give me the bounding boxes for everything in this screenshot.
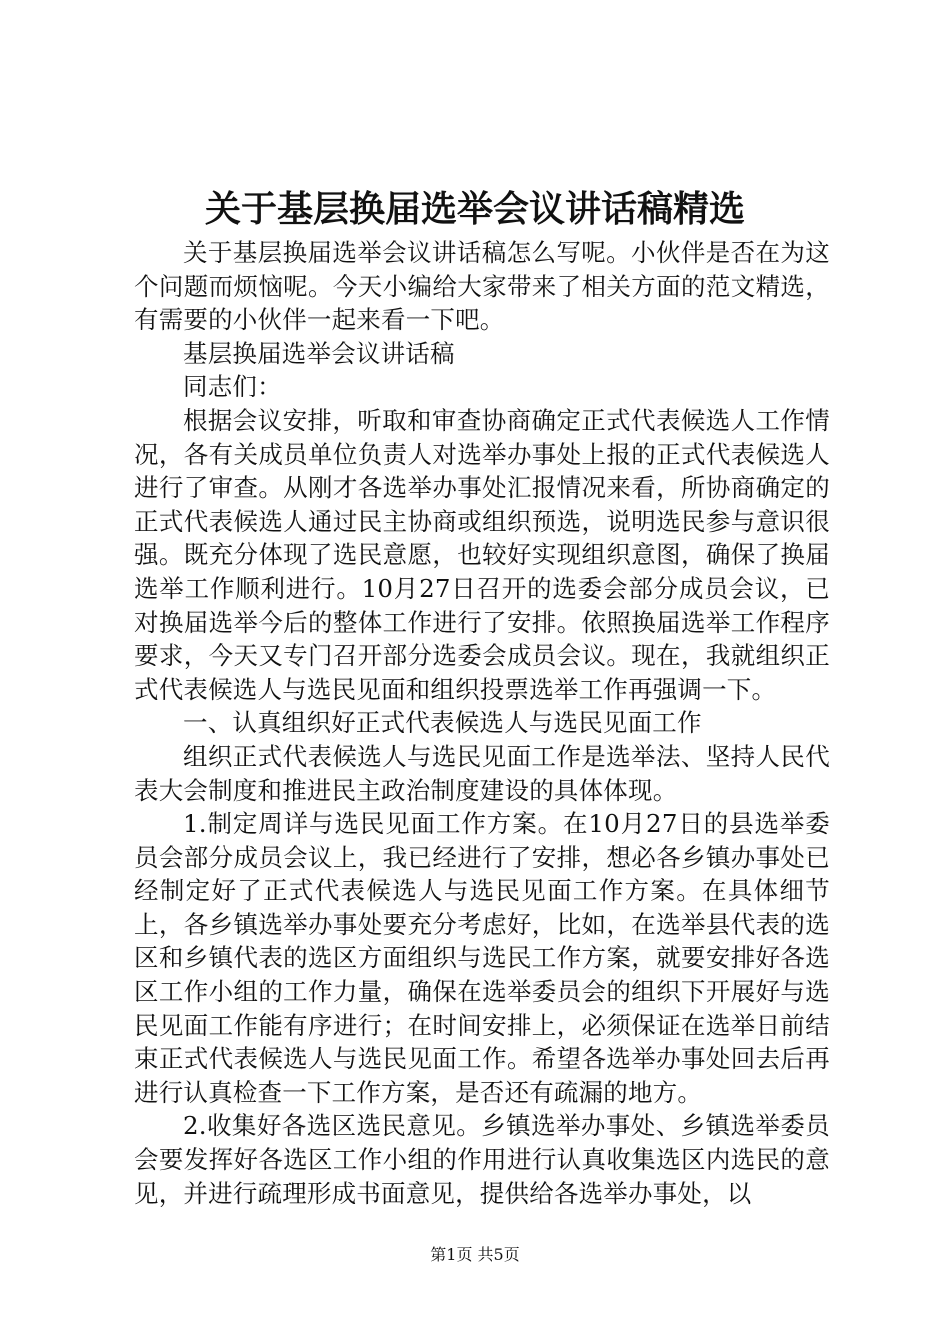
body-paragraph: 1.制定周详与选民见面工作方案。在10月27日的县选举委员会部分成员会议上，我已经进行了安排，想必各乡镇办事处已经制定好了正式代表候选人与选民见面工作方案。在具体细节上，各乡镇选举办事处要充分考虑好，比如，在选举县代表的选区和乡镇代表的选区方面组织与选民工作方案，就要安排好各选区工作小组的工作力量，确保在选举委员会的组织下开展好与选民见面工作能有序进行；在时间安排上，必须保证在选举日前结束正式代表候选人与选民见面工作。希望各选举办事处回去后再进行认真检查一下工作方案，是否还有疏漏的地方。 [134, 809, 830, 1107]
body-paragraph: 组织正式代表候选人与选民见面工作是选举法、坚持人民代表大会制度和推进民主政治制度建设的具体体现。 [134, 741, 830, 805]
page-footer: 第1页 共5页 [430, 1245, 520, 1264]
document-title: 关于基层换届选举会议讲话稿精选 [204, 188, 745, 230]
salutation: 同志们： [183, 372, 282, 402]
intro-paragraph: 关于基层换届选举会议讲话稿怎么写呢。小伙伴是否在为这个问题而烦恼呢。今天小编给大家带来了相关方面的范文精选，有需要的小伙伴一起来看一下吧。 [134, 238, 830, 335]
document-body [134, 236, 830, 1210]
section-heading: 一、认真组织好正式代表候选人与选民见面工作 [183, 708, 702, 738]
speech-heading: 基层换届选举会议讲话稿 [183, 338, 455, 368]
body-paragraph: 根据会议安排，听取和审查协商确定正式代表候选人工作情况，各有关成员单位负责人对选举办事处上报的正式代表候选人进行了审查。从刚才各选举办事处汇报情况来看，所协商确定的正式代表候选人通过民主协商或组织预选，说明选民参与意识很强。既充分体现了选民意愿，也较好实现组织意图，确保了换届选举工作顺利进行。10月27日召开的选委会部分成员会议，已对换届选举今后的整体工作进行了安排。依照换届选举工作程序要求，今天又专门召开部分选委会成员会议。现在，我就组织正式代表候选人与选民见面和组织投票选举工作再强调一下。 [134, 405, 830, 704]
body-paragraph: 2.收集好各选区选民意见。乡镇选举办事处、乡镇选举委员会要发挥好各选区工作小组的作用进行认真收集选区内选民的意见，并进行疏理形成书面意见，提供给各选举办事处，以 [134, 1111, 830, 1208]
